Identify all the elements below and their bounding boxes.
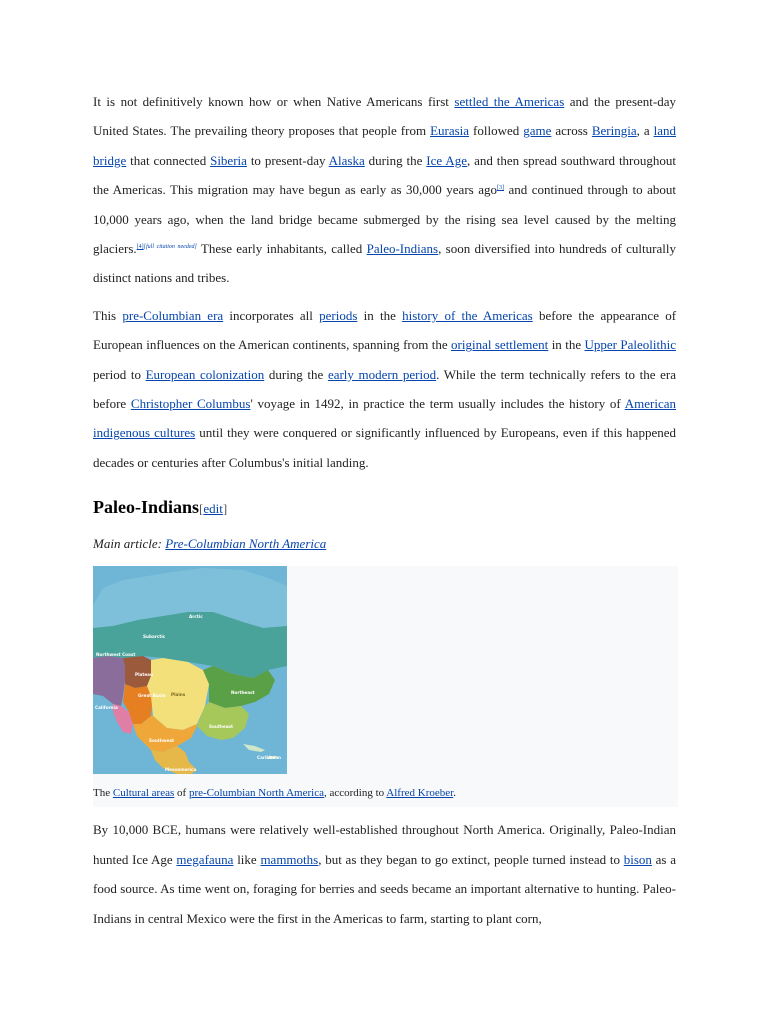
link-mammoths[interactable]: mammoths bbox=[260, 851, 319, 867]
text: in the bbox=[548, 337, 585, 353]
text: until they were conquered or significantly influenced by Europeans, even if this happened decades or centuries after Columbus's initial landing. bbox=[93, 425, 676, 470]
bracket: ] bbox=[222, 501, 228, 517]
map-label-great-basin: Great Basin bbox=[138, 693, 166, 699]
map-label-arctic: Arctic bbox=[189, 614, 203, 620]
citation-link[interactable]: [4] bbox=[136, 244, 144, 251]
map-label-plains: Plains bbox=[171, 692, 186, 698]
link-paleo-indians[interactable]: Paleo-Indians bbox=[366, 241, 439, 257]
edit-link[interactable]: edit bbox=[203, 501, 223, 517]
text: These early inhabitants, called bbox=[196, 241, 367, 257]
link-beringia[interactable]: Beringia bbox=[591, 123, 637, 139]
link-alfred-kroeber[interactable]: Alfred Kroeber bbox=[386, 787, 454, 800]
map-label-plateau: Plateau bbox=[135, 672, 153, 678]
paragraph-intro bbox=[93, 87, 676, 293]
map-figure bbox=[93, 566, 678, 807]
edit-section bbox=[199, 501, 227, 516]
link-early-modern-period[interactable]: early modern period bbox=[327, 366, 437, 382]
map-label-mesoamerica: Mesoamerica bbox=[165, 767, 197, 773]
link-upper-paleolithic[interactable]: Upper Paleolithic bbox=[584, 337, 676, 353]
figure-caption bbox=[93, 785, 678, 801]
section-title: Paleo-Indians bbox=[93, 497, 200, 518]
text: of bbox=[174, 787, 189, 800]
link-eurasia[interactable]: Eurasia bbox=[430, 123, 470, 139]
map-label-northwest-coast: Northwest Coast bbox=[96, 652, 136, 658]
link-alaska[interactable]: Alaska bbox=[328, 152, 365, 168]
text: like bbox=[233, 851, 261, 867]
bracket: [ bbox=[199, 501, 204, 517]
text: It is not definitively known how or when Native Americans first bbox=[93, 94, 455, 109]
text: across bbox=[551, 123, 592, 139]
text: , according to bbox=[323, 787, 387, 800]
link-pre-columbian-north-america[interactable]: Pre-Columbian North America bbox=[165, 536, 327, 552]
text: . bbox=[453, 787, 456, 800]
text: to present-day bbox=[246, 152, 329, 168]
article-body bbox=[93, 87, 676, 933]
text: during the bbox=[364, 152, 427, 168]
link-megafauna[interactable]: megafauna bbox=[176, 851, 234, 867]
map-label-subarctic: Subarctic bbox=[143, 634, 166, 640]
citation-link[interactable]: [3] bbox=[497, 185, 504, 192]
section-heading-paleo-indians bbox=[93, 493, 676, 523]
text: before the appearance of European influences on the American continents, spanning from the bbox=[93, 307, 677, 353]
text: as a food source. As time went on, foraging for berries and seeds became an important alternative to hunting. Paleo-Indians in central Mexico were the first in the Americas to farm, starting to plant corn, bbox=[93, 851, 676, 926]
text: in the bbox=[357, 307, 403, 323]
text: period to bbox=[93, 366, 146, 382]
map-label-southeast: Southeast bbox=[209, 724, 234, 730]
citation-needed-note[interactable]: [full citation needed] bbox=[143, 244, 197, 251]
text: This bbox=[93, 307, 123, 323]
link-christopher-columbus[interactable]: Christopher Columbus bbox=[130, 396, 251, 412]
link-ice-age[interactable]: Ice Age bbox=[426, 152, 467, 168]
link-history-of-the-americas[interactable]: history of the Americas bbox=[402, 307, 533, 323]
text: ' voyage in 1492, in practice the term usually includes the history of bbox=[250, 396, 625, 412]
text: . While the term technically refers to the era before bbox=[93, 366, 676, 412]
link-european-colonization[interactable]: European colonization bbox=[145, 366, 265, 382]
link-settled-the-americas[interactable]: settled the Americas bbox=[454, 94, 565, 109]
cultural-areas-map[interactable] bbox=[93, 566, 287, 774]
paragraph-pre-columbian bbox=[93, 301, 676, 477]
map-label-southwest: Southwest bbox=[149, 738, 175, 744]
link-land-bridge[interactable]: land bridge bbox=[93, 123, 676, 168]
text: and continued through to about 10,000 years ago, when the land bridge became submerged by the rising sea level caused by the melting glaciers. bbox=[93, 182, 676, 257]
link-american-indigenous-cultures[interactable]: American indigenous cultures bbox=[93, 396, 676, 441]
text: , soon diversified into hundreds of culturally distinct nations and tribes. bbox=[93, 241, 676, 286]
citation-4[interactable] bbox=[137, 244, 197, 250]
link-periods[interactable]: periods bbox=[319, 307, 358, 323]
main-article-hatnote bbox=[93, 535, 676, 553]
text: The bbox=[93, 787, 113, 800]
link-original-settlement[interactable]: original settlement bbox=[451, 337, 549, 353]
map-label-caribbean: Caribbean bbox=[257, 755, 282, 761]
hatnote-prefix: Main article: bbox=[93, 536, 166, 552]
map-label-california: California bbox=[95, 705, 118, 711]
link-pre-columbian-north-america-caption[interactable]: pre-Columbian North America bbox=[188, 787, 324, 800]
map-label-northeast: Northeast bbox=[231, 690, 255, 696]
citation-3[interactable] bbox=[497, 185, 504, 191]
paragraph-paleo-indians bbox=[93, 815, 676, 933]
text: and the present-day United States. The prevailing theory proposes that people from bbox=[93, 94, 676, 139]
link-siberia[interactable]: Siberia bbox=[210, 152, 247, 168]
text: followed bbox=[469, 123, 524, 139]
text: incorporates all bbox=[223, 307, 320, 323]
text: during the bbox=[264, 366, 328, 382]
text: , but as they began to go extinct, people turned instead to bbox=[318, 851, 624, 867]
link-bison[interactable]: bison bbox=[623, 851, 652, 867]
link-cultural-areas[interactable]: Cultural areas bbox=[112, 787, 175, 800]
text: By 10,000 BCE, humans were relatively well-established throughout North America. Originally, Paleo-Indian hunted Ice Age bbox=[93, 822, 676, 867]
text: , a bbox=[636, 123, 654, 139]
link-game[interactable]: game bbox=[523, 123, 552, 139]
link-pre-columbian-era[interactable]: pre-Columbian era bbox=[122, 307, 224, 323]
text: , and then spread southward throughout the Americas. This migration may have begun as early as 30,000 years ago bbox=[93, 152, 676, 198]
text: that connected bbox=[126, 152, 211, 168]
